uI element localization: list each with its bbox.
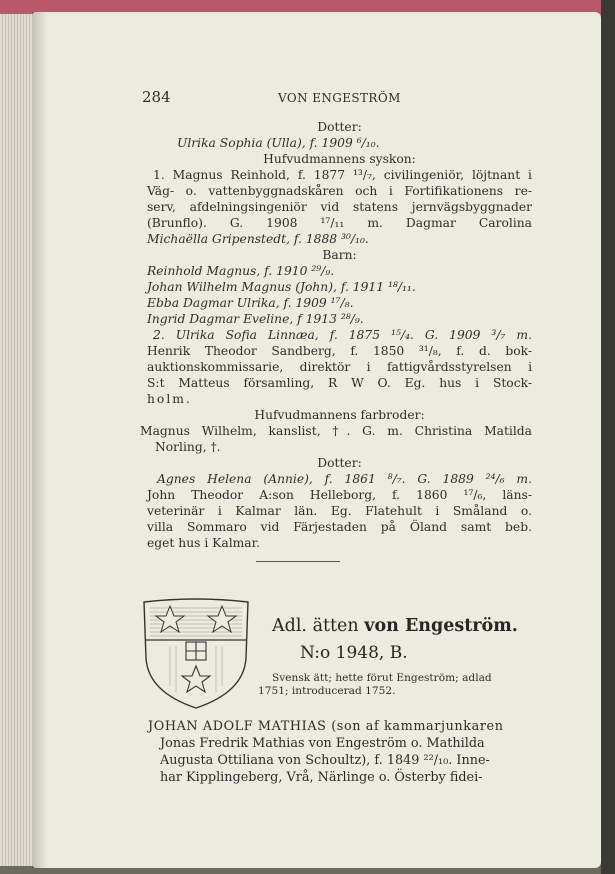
text-line: Jonas Fredrik Mathias von Engeström o. Mathilda	[160, 736, 485, 751]
text-line: 2. Ulrika Sofia Linnæa, f. 1875 ¹⁵/₄. G. 1909 ³/₇ m.	[153, 328, 532, 342]
background-right	[601, 0, 615, 874]
spine-shadow	[32, 12, 48, 868]
family-title-name: von Engeström.	[364, 616, 518, 636]
text-line: Ebba Dagmar Ulrika, f. 1909 ¹⁷/₈.	[147, 296, 354, 310]
text-line: eget hus i Kalmar.	[147, 536, 261, 550]
family-note	[258, 672, 492, 698]
text-line: Johan Wilhelm Magnus (John), f. 1911 ¹⁸/₁₁.	[147, 280, 416, 294]
text-line: Magnus Wilhelm, kanslist, †. G. m. Christina Matilda	[140, 424, 532, 438]
page-edges	[0, 14, 34, 866]
text-line: S:t Matteus församling, R W O. Eg. hus i Stock-	[147, 376, 532, 390]
heading-syskon: Hufvudmannens syskon:	[263, 152, 416, 166]
family-title	[272, 616, 534, 636]
text-line: holm.	[147, 392, 192, 406]
text-line: veterinär i Kalmar län. Eg. Flatehult i Småland o.	[147, 504, 532, 518]
text-line: Ingrid Dagmar Eveline, f 1913 ²⁸/₉.	[147, 312, 364, 326]
heading-farbroder: Hufvudmannens farbroder:	[254, 408, 425, 422]
coat-of-arms	[140, 596, 252, 710]
text-line: (Brunflo). G. 1908 ¹⁷/₁₁ m. Dagmar Carolina	[147, 216, 532, 230]
text-line: 1. Magnus Reinhold, f. 1877 ¹³/₇, civilingeniör, löjtnant i	[153, 168, 532, 182]
heading-dotter: Dotter:	[317, 120, 362, 134]
running-head: VON ENGESTRÖM	[278, 91, 401, 105]
text-line: villa Sommaro vid Färjestaden på Öland samt beb.	[147, 520, 532, 534]
text-line: Norling, †.	[155, 440, 221, 454]
text-line: Väg- o. vattenbyggnadskåren och i Fortifikationens re-	[147, 184, 532, 198]
heading-dotter-2: Dotter:	[317, 456, 362, 470]
section-rule	[256, 561, 340, 562]
page-number: 284	[142, 88, 171, 106]
text-line: Michaëlla Gripenstedt, f. 1888 ³⁰/₁₀.	[147, 232, 369, 246]
family-title-prefix: Adl. ätten	[272, 616, 359, 636]
page-header	[0, 88, 615, 106]
text-line: John Theodor A:son Helleborg, f. 1860 ¹⁷/₆, läns-	[147, 488, 532, 502]
family-note-line: 1751; introducerad 1752.	[258, 685, 396, 697]
family-note-line: Svensk ätt; hette förut Engeström; adlad	[272, 672, 492, 684]
text-line: auktionskommissarie, direktör i fattigvårdsstyrelsen i	[147, 360, 532, 374]
text-line: har Kipplingeberg, Vrå, Närlinge o. Österby fidei-	[160, 770, 483, 785]
heading-barn: Barn:	[322, 248, 357, 262]
text-line: serv, afdelningsingeniör vid statens jernvägsbyggnader	[147, 200, 532, 214]
text-line: Reinhold Magnus, f. 1910 ²⁹/₉.	[147, 264, 335, 278]
text-line: Agnes Helena (Annie), f. 1861 ⁸/₇. G. 1889 ²⁴/₆ m.	[157, 472, 532, 486]
text-line: Henrik Theodor Sandberg, f. 1850 ³¹/₈, f. d. bok-	[147, 344, 532, 358]
text-line: JOHAN ADOLF MATHIAS (son af kammarjunkaren	[148, 719, 504, 734]
text-line: Ulrika Sophia (Ulla), f. 1909 ⁶/₁₀.	[177, 136, 380, 150]
family-number: N:o 1948, B.	[300, 643, 408, 663]
text-line: Augusta Ottiliana von Schoultz), f. 1849 ²²/₁₀. Inne-	[160, 753, 490, 768]
